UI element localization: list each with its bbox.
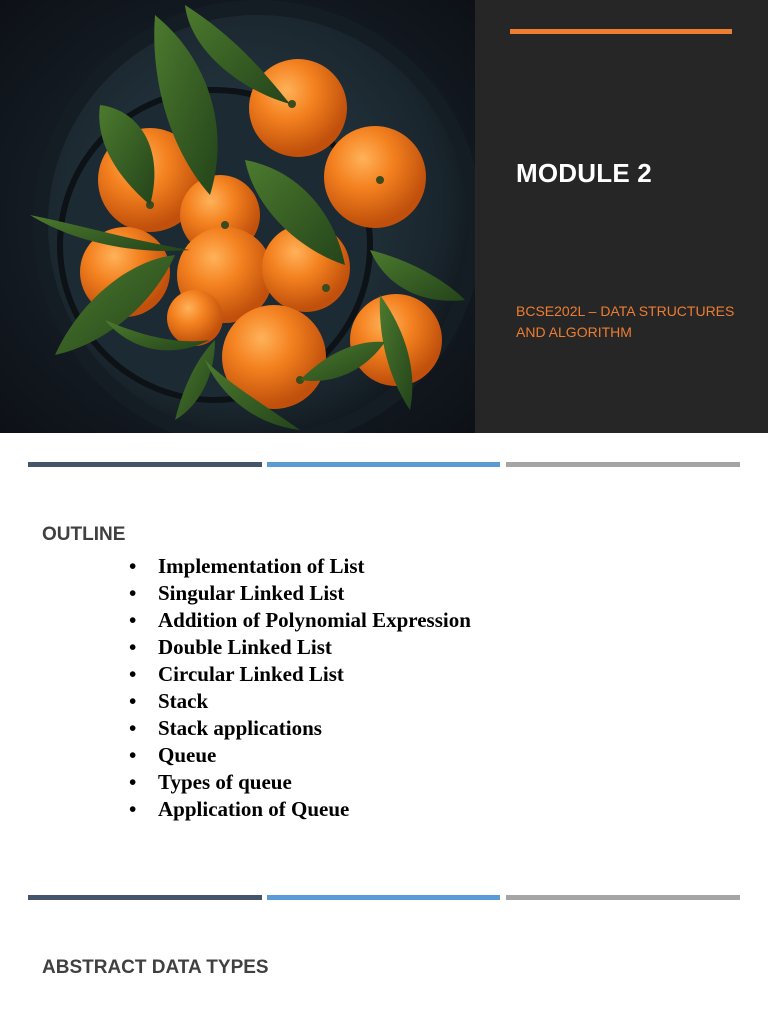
outline-heading: OUTLINE bbox=[42, 524, 126, 545]
tangerines-photo bbox=[0, 0, 475, 433]
bullet: • bbox=[129, 797, 137, 821]
list-item bbox=[129, 580, 471, 607]
module-title: MODULE 2 bbox=[516, 158, 652, 188]
outline-item-label: Circular Linked List bbox=[158, 662, 344, 686]
list-item bbox=[129, 769, 471, 796]
slide-divider-blue bbox=[267, 895, 500, 900]
outline-item-label: Types of queue bbox=[158, 770, 292, 794]
bullet: • bbox=[129, 689, 137, 713]
outline-item-label: Application of Queue bbox=[158, 797, 350, 821]
title-panel bbox=[475, 0, 768, 433]
title-slide bbox=[0, 0, 768, 433]
outline-item-label: Double Linked List bbox=[158, 635, 332, 659]
list-item bbox=[129, 553, 471, 580]
course-subtitle: BCSE202L – DATA STRUCTURES AND ALGORITHM bbox=[516, 303, 735, 340]
slide-divider-dark bbox=[28, 895, 262, 900]
bullet: • bbox=[129, 608, 137, 632]
slide-divider-blue bbox=[267, 462, 500, 467]
slide-divider-gray bbox=[506, 462, 740, 467]
list-item bbox=[129, 661, 471, 688]
outline-item-label: Queue bbox=[158, 743, 217, 767]
abstract-data-types-heading: ABSTRACT DATA TYPES bbox=[42, 957, 269, 978]
outline-item-label: Singular Linked List bbox=[158, 581, 345, 605]
bullet: • bbox=[129, 581, 137, 605]
list-item bbox=[129, 634, 471, 661]
bullet: • bbox=[129, 635, 137, 659]
bullet: • bbox=[129, 743, 137, 767]
accent-line bbox=[510, 29, 732, 34]
bullet: • bbox=[129, 770, 137, 794]
list-item bbox=[129, 688, 471, 715]
outline-item-label: Implementation of List bbox=[158, 554, 365, 578]
slide-divider-gray bbox=[506, 895, 740, 900]
bullet: • bbox=[129, 662, 137, 686]
list-item bbox=[129, 796, 471, 823]
outline-item-label: Addition of Polynomial Expression bbox=[158, 608, 471, 632]
bullet: • bbox=[129, 554, 137, 578]
outline-item-label: Stack applications bbox=[158, 716, 322, 740]
list-item bbox=[129, 742, 471, 769]
list-item bbox=[129, 607, 471, 634]
list-item bbox=[129, 715, 471, 742]
outline-list bbox=[129, 553, 471, 823]
bullet: • bbox=[129, 716, 137, 740]
slide-divider-dark bbox=[28, 462, 262, 467]
outline-item-label: Stack bbox=[158, 689, 209, 713]
